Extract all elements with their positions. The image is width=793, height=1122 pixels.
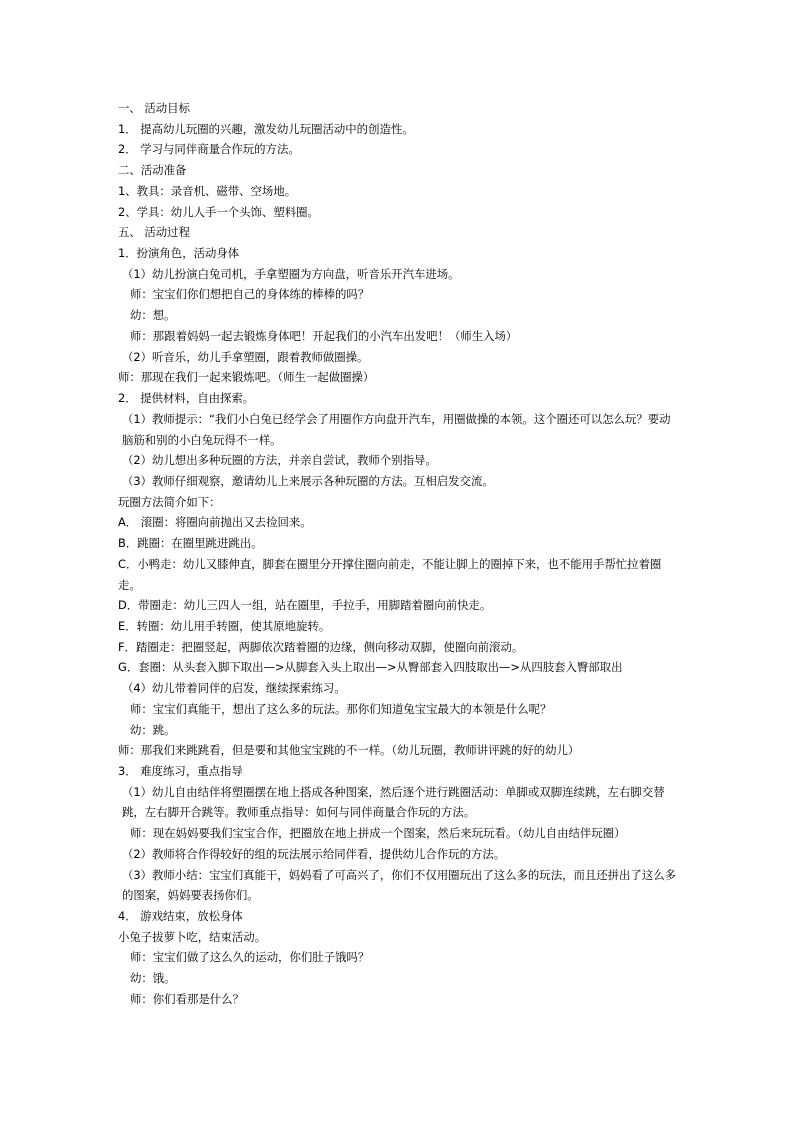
method-item-e: E．转圈：幼儿用手转圈，使其原地旋转。 xyxy=(118,618,331,633)
paragraph: （2）幼儿想出多种玩圈的方法，并亲自尝试，教师个别指导。 xyxy=(122,453,437,468)
step-2-heading: 2． 提供材料，自由探索。 xyxy=(118,391,255,406)
paragraph: （1）幼儿扮演白兔司机，手拿塑圈为方向盘，听音乐开汽车进场。 xyxy=(122,266,460,281)
dialogue-line: 师：那我们来跳跳看，但是要和其他宝宝跳的不一样。（幼儿玩圈，教师讲评跳的好的幼儿） xyxy=(118,743,580,758)
heading-activity-preparation: 二、活动准备 xyxy=(118,163,187,178)
dialogue-line: 师：宝宝们真能干，想出了这么多的玩法。那你们知道兔宝宝最大的本领是什么呢？ xyxy=(130,701,552,716)
method-item-g: G．套圈：从头套入脚下取出—>从脚套入头上取出—>从臀部套入四肢取出—>从四肢套入臀部取出 xyxy=(118,660,623,675)
heading-activity-goals: 一、 活动目标 xyxy=(118,101,190,115)
paragraph: （4）幼儿带着同伴的启发，继续探索练习。 xyxy=(122,681,346,696)
paragraph: （2）教师将合作得较好的组的玩法展示给同伴看，提供幼儿合作玩的方法。 xyxy=(122,846,506,861)
dialogue-line: 师：宝宝们做了这么久的运动，你们肚子饿吗？ xyxy=(130,950,370,965)
method-list-heading: 玩圈方法简介如下： xyxy=(118,494,221,509)
step-4-heading: 4． 游戏结束，放松身体 xyxy=(118,909,243,924)
method-item-a: A． 滚圈：将圈向前抛出又去捡回来。 xyxy=(118,515,312,530)
prep-item-2: 2、学具：幼儿人手一个头饰、塑料圈。 xyxy=(118,204,319,219)
method-item-c: C．小鸭走：幼儿又膝伸直，脚套在圈里分开撑住圈向前走，不能让脚上的圈掉下来，也不能用手帮忙拉着圈走。 xyxy=(118,556,662,592)
dialogue-line: 幼：饿。 xyxy=(130,971,176,986)
step-3-heading: 3． 难度练习，重点指导 xyxy=(118,764,243,778)
dialogue-line: 师：宝宝们你们想把自己的身体练的棒棒的吗？ xyxy=(130,287,370,302)
paragraph: （3）教师仔细观察，邀请幼儿上来展示各种玩圈的方法。互相启发交流。 xyxy=(122,473,494,488)
paragraph: （1）教师提示：“我们小白兔已经学会了用圈作方向盘开汽车，用圈做操的本领。这个圈还可以怎么玩？要动脑筋和别的小白兔玩得不一样。 xyxy=(122,411,671,447)
dialogue-line: 幼：跳。 xyxy=(130,722,176,737)
dialogue-line: 师：那现在我们一起来锻炼吧。（师生一起做圈操） xyxy=(118,370,375,385)
method-item-b: B．跳圈：在圈里跳进跳出。 xyxy=(118,536,263,551)
step-1-heading: 1．扮演角色，活动身体 xyxy=(118,246,240,261)
dialogue-line: 师：现在妈妈要我们宝宝合作，把圈放在地上拼成一个图案，然后来玩玩看。（幼儿自由结伴玩圈） xyxy=(130,826,626,841)
paragraph: 小兔子拔萝卜吃，结束活动。 xyxy=(118,929,267,944)
method-item-d: D．带圈走：幼儿三四人一组，站在圈里，手拉手，用脚踏着圈向前快走。 xyxy=(118,598,492,613)
document-body xyxy=(118,98,680,1010)
method-item-f: F．踏圈走：把圈竖起，两脚依次踏着圈的边缘，侧向移动双脚，使圈向前滚动。 xyxy=(118,639,524,654)
paragraph: （3）教师小结：宝宝们真能干，妈妈看了可高兴了，你们不仅用圈玩出了这么多的玩法，而且还拼出了这么多的图案，妈妈要表扬你们。 xyxy=(122,867,676,903)
dialogue-line: 师：那跟着妈妈一起去锻炼身体吧！开起我们的小汽车出发吧！（师生入场） xyxy=(130,328,518,343)
dialogue-line: 师：你们看那是什么？ xyxy=(130,991,244,1006)
prep-item-1: 1、教具：录音机、磁带、空场地。 xyxy=(118,183,297,198)
dialogue-line: 幼：想。 xyxy=(130,308,176,323)
paragraph: （1）幼儿自由结伴将塑圈摆在地上搭成各种图案，然后逐个进行跳圈活动：单脚或双脚连续跳，左右脚交替跳，左右脚开合跳等。教师重点指导：如何与同伴商量合作玩的方法。 xyxy=(122,784,665,820)
goal-item-1: 1． 提高幼儿玩圈的兴趣，激发幼儿玩圈活动中的创造性。 xyxy=(118,121,414,136)
goal-item-2: 2． 学习与同伴商量合作玩的方法。 xyxy=(118,142,300,157)
paragraph: （2）听音乐，幼儿手拿塑圈，跟着教师做圈操。 xyxy=(122,349,369,364)
heading-activity-process: 五、 活动过程 xyxy=(118,225,190,240)
